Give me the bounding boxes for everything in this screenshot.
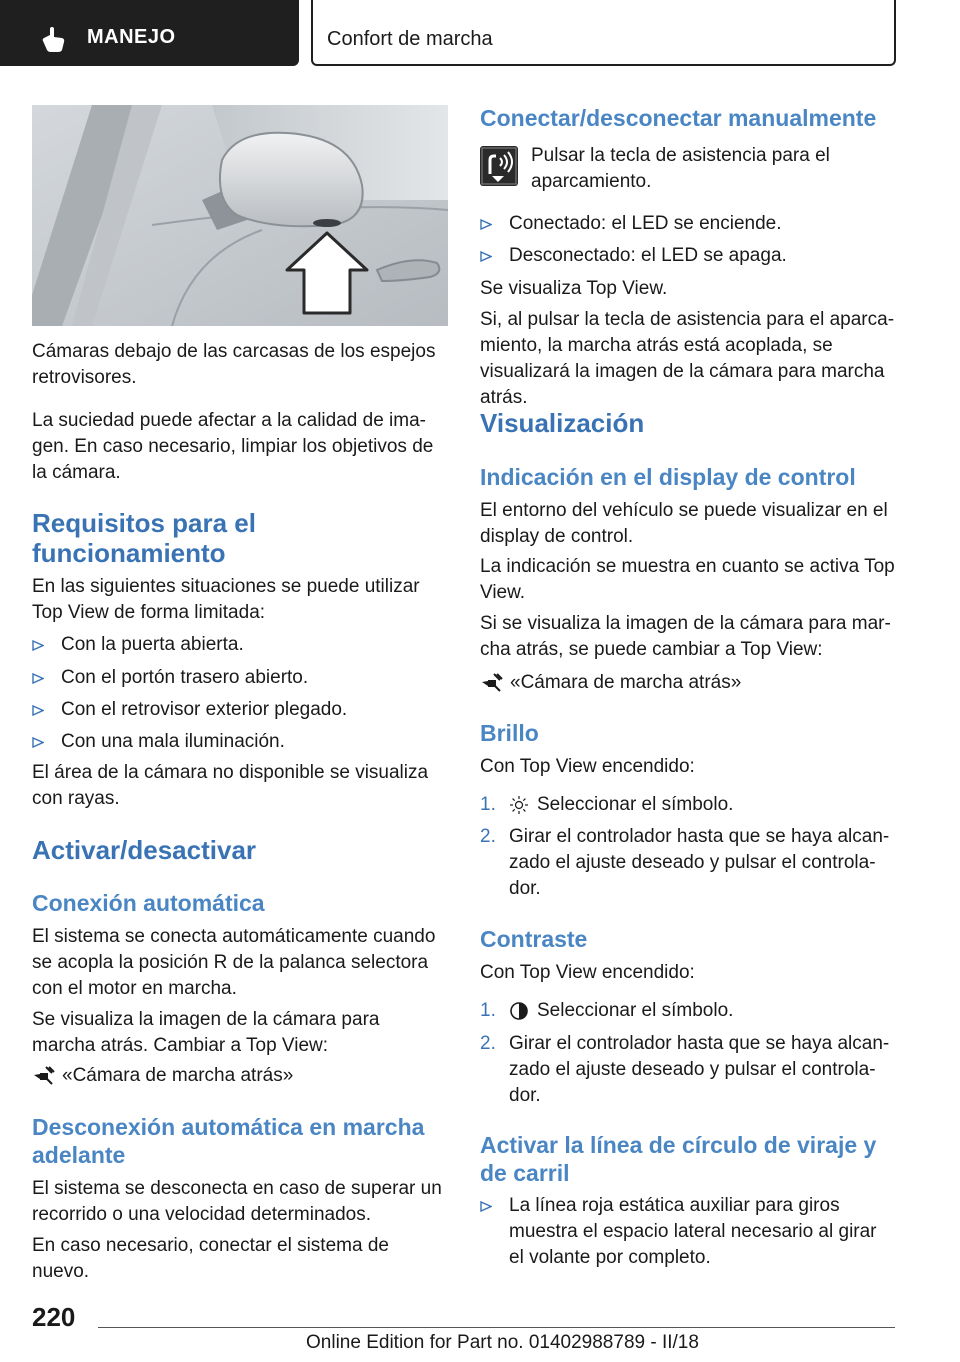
paragraph-indicacion: La indicación se muestra en cuanto se activa Top View.	[480, 556, 895, 603]
paragraph-desc-1: El sistema se desconecta en caso de superar un recorrido o una velocidad determinados.	[32, 1178, 442, 1225]
paragraph-auto-2: Se visualiza la imagen de la cámara para marcha atrás. Cambiar a Top View:	[32, 1009, 380, 1056]
heading-indicacion: Indicación en el display de control	[480, 464, 856, 490]
triangle-bullet-icon	[32, 705, 44, 716]
paragraph-rayas: El área de la cámara no disponible se visualiza con rayas.	[32, 762, 429, 809]
paragraph-topview: Se visualiza Top View.	[480, 278, 668, 299]
paragraph-desc-2: En caso necesario, conectar el sistema de nuevo.	[32, 1235, 389, 1282]
paragraph-contraste-intro: Con Top View encendido:	[480, 962, 695, 983]
triangle-bullet-icon	[32, 737, 44, 748]
paragraph-pulsar-tecla: Pulsar la tecla de asistencia para el aparcamiento.	[531, 145, 830, 192]
paragraph-entorno: El entorno del vehículo se puede visualizar en el display de control.	[480, 500, 888, 547]
section-label: MANEJO	[87, 26, 176, 48]
camera-settings-icon	[32, 1065, 56, 1087]
heading-desconexion-1: Desconexión automática en marcha	[32, 1114, 425, 1140]
paragraph-brillo-intro: Con Top View encendido:	[480, 756, 695, 777]
page-number: 220	[32, 1302, 76, 1332]
heading-desconexion-2: adelante	[32, 1142, 126, 1168]
paragraph-marcha-atras: Si, al pulsar la tecla de asistencia para el aparcamiento, la marcha atrás está acoplada, se visualizará la imagen de la cámara para marcha atrás.	[480, 309, 895, 408]
heading-conexion-automatica: Conexión automática	[32, 890, 265, 916]
camera-settings-icon	[480, 672, 504, 694]
chapter-label: Confort de marcha	[327, 28, 493, 50]
paragraph-requisitos-intro: En las siguientes situaciones se puede utilizar Top View de forma limitada:	[32, 576, 420, 623]
heading-brillo: Brillo	[480, 720, 539, 746]
menu-path: «Cámara de marcha atrás»	[32, 1063, 448, 1089]
footer-edition: Online Edition for Part no. 01402988789 - II/18	[306, 1332, 699, 1353]
triangle-bullet-icon	[480, 219, 492, 230]
parking-assist-button-icon	[480, 146, 518, 186]
paragraph-suciedad: La suciedad puede afectar a la calidad de imagen. En caso necesario, limpiar los objetivos de la cámara.	[32, 410, 434, 483]
car-mirror-illustration	[32, 105, 448, 326]
parking-sensor-icon	[480, 146, 518, 186]
heading-contraste: Contraste	[480, 926, 588, 952]
paragraph-cambiar-topview: Si se visualiza la imagen de la cámara para marcha atrás, se puede cambiar a Top View:	[480, 613, 891, 660]
heading-requisitos-1: Requisitos para el	[32, 508, 256, 538]
heading-linea-1: Activar la línea de círculo de viraje y	[480, 1132, 877, 1158]
hand-steering-icon	[40, 26, 68, 54]
contrast-icon	[509, 1001, 529, 1021]
heading-manual: Conectar/desconectar manualmente	[480, 105, 877, 131]
section-tab	[0, 0, 299, 66]
menu-path: «Cámara de marcha atrás»	[480, 670, 896, 696]
triangle-bullet-icon	[480, 251, 492, 262]
triangle-bullet-icon	[32, 640, 44, 651]
brightness-icon	[509, 795, 529, 815]
figure-caption: Cámaras debajo de las carcasas de los espejos retrovisores.	[32, 341, 436, 388]
heading-visualizacion: Visualización	[480, 408, 645, 438]
paragraph-auto-1: El sistema se conecta automáticamente cuando se acopla la posición R de la palanca selectora con el motor en marcha.	[32, 926, 436, 999]
heading-linea-2: de carril	[480, 1160, 570, 1186]
mirror-camera-figure	[32, 105, 448, 326]
triangle-bullet-icon	[32, 673, 44, 684]
footer-divider	[98, 1327, 895, 1328]
heading-requisitos-2: funcionamiento	[32, 538, 226, 568]
chapter-tab	[311, 0, 896, 66]
triangle-bullet-icon	[480, 1201, 492, 1212]
heading-activar: Activar/desactivar	[32, 835, 257, 865]
